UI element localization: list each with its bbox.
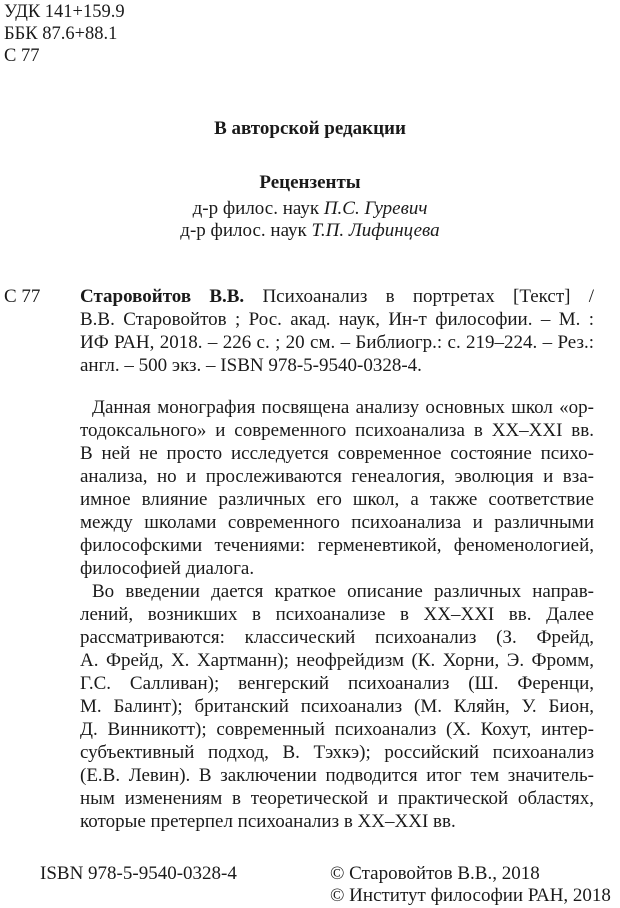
bibliographic-line-1 [80, 286, 594, 308]
abstract-p2-line: (Е.В. Левин). В заключении подводится итог тем значитель- [80, 765, 594, 786]
bibliographic-line-3: ИФ РАН, 2018. – 226 с. ; 20 см. – Библиогр.: с. 219–224. – Рез.: [80, 332, 594, 353]
abstract-p1-line: между школами современного психоанализа и различными [80, 512, 594, 533]
abstract-p1-line: философскими течениями: герменевтикой, феноменологией, [80, 535, 594, 556]
abstract-p1-line: Данная монография посвящена анализу основных школ «ор- [92, 397, 594, 418]
bibliographic-author: Старовойтов В.В. [80, 286, 245, 307]
reviewer-2 [0, 220, 620, 242]
edition-note: В авторской редакции [214, 118, 406, 139]
bibliographic-code: С 77 [4, 286, 41, 307]
reviewer-1 [0, 198, 620, 220]
reviewers-heading: Рецензенты [259, 172, 361, 193]
abstract-p1-line: тодоксального» и современного психоанализа в XX–XXI вв. [80, 420, 594, 441]
footer-isbn: ISBN 978-5-9540-0328-4 [40, 863, 237, 884]
reviewer-1-title: д-р филос. наук [192, 198, 320, 219]
abstract-p2-line: Во введении дается краткое описание различных направ- [92, 581, 594, 602]
abstract-p2-line: Д. Винникотт); современный психоанализ (Х. Кохут, интер- [80, 719, 594, 740]
bibliographic-line-2: В.В. Старовойтов ; Рос. акад. наук, Ин-т философии. – М. : [80, 309, 594, 330]
abstract-p2-line: ным изменениям в теоретической и практической областях, [80, 788, 594, 809]
bibliographic-title: Психоанализ в портретах [Текст] / [262, 286, 594, 307]
bbk-code: ББК 87.6+88.1 [4, 24, 118, 44]
bibliographic-line-4: англ. – 500 экз. – ISBN 978-5-9540-0328-4. [80, 355, 422, 376]
reviewer-2-name: Т.П. Лифинцева [311, 220, 440, 241]
author-mark: С 77 [4, 46, 40, 66]
abstract-p1-line: философией диалога. [80, 558, 255, 579]
reviewer-1-name: П.С. Гуревич [323, 198, 428, 219]
abstract-p2-line: которые претерпел психоанализ в XX–XXI вв. [80, 811, 456, 832]
abstract-p1-line: анализа, но и прослеживаются генеалогия, эволюция и вза- [80, 466, 594, 487]
abstract-p2-line: А. Фрейд, Х. Хартманн); неофрейдизм (К. Хорни, Э. Фромм, [80, 650, 594, 671]
abstract-p1-line: В ней не просто исследуется современное состояние психо- [80, 443, 594, 464]
udk-code: УДК 141+159.9 [4, 2, 125, 22]
abstract-p2-line: лений, возникших в психоанализе в XX–XXI вв. Далее [80, 604, 594, 625]
reviewer-2-title: д-р филос. наук [180, 220, 307, 241]
abstract-p2-line: М. Балинт); британский психоанализ (М. Кляйн, У. Бион, [80, 696, 594, 717]
abstract-p2-line: Г.С. Салливан); венгерский психоанализ (Ш. Ференци, [80, 673, 594, 694]
abstract-p2-line: рассматриваются: классический психоанализ (З. Фрейд, [80, 627, 594, 648]
footer-copyright-institute: © Институт философии РАН, 2018 [330, 885, 611, 906]
footer-copyright-author: © Старовойтов В.В., 2018 [330, 863, 540, 884]
abstract-p2-line: субъективный подход, В. Тэхкэ); российский психоанализ [80, 742, 594, 763]
abstract-p1-line: имное влияние различных его школ, а также соответствие [80, 489, 594, 510]
